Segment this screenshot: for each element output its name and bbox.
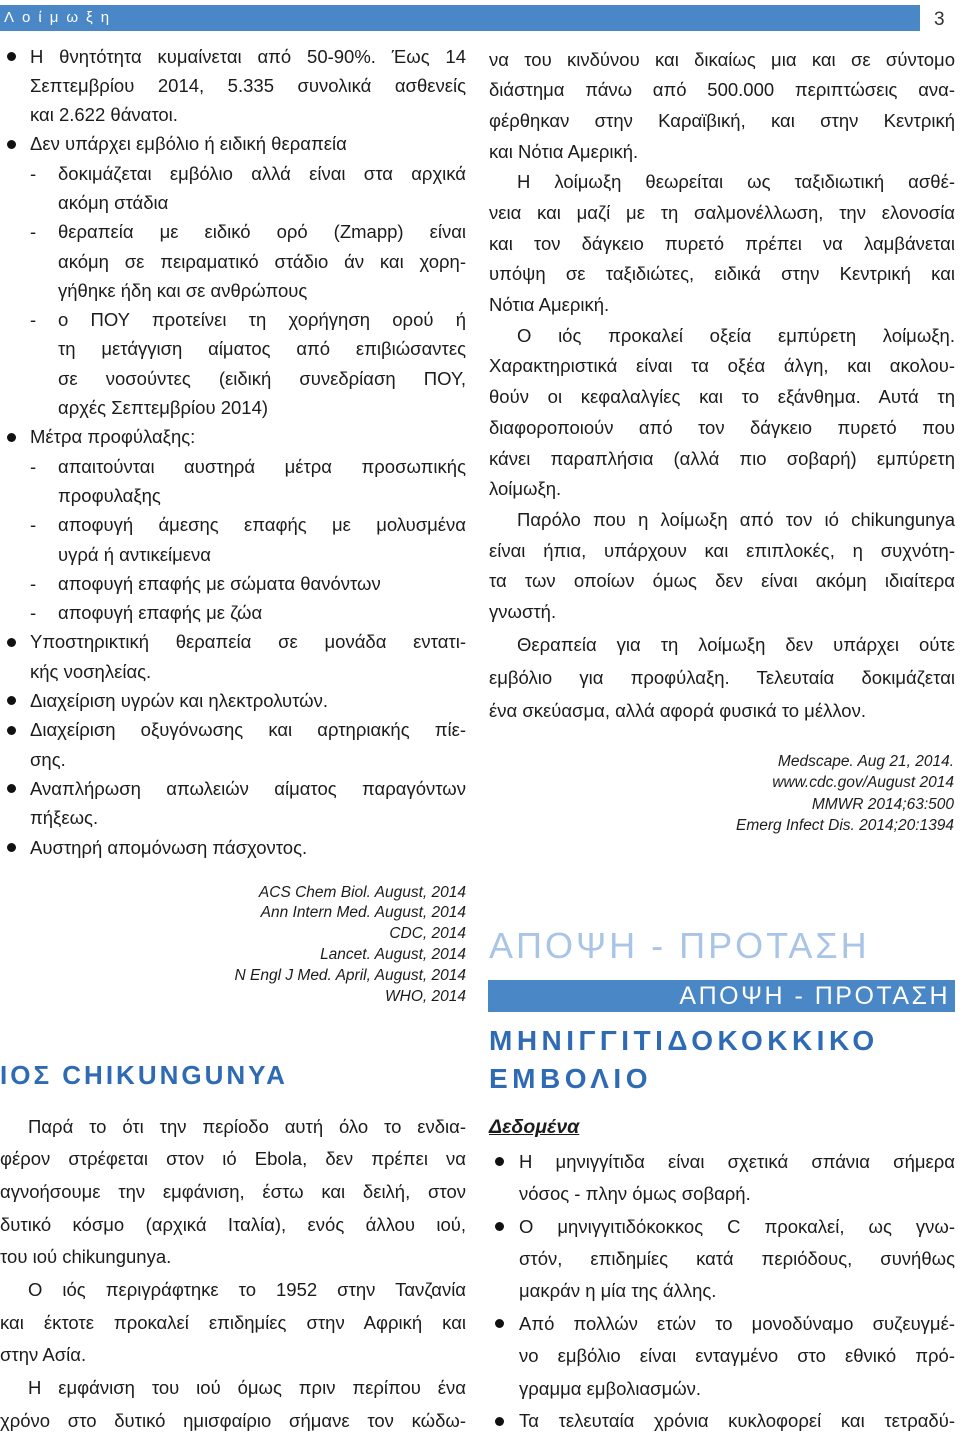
text-line: Μέτρα προφύλαξης: (30, 426, 196, 448)
text-line: υπόψη σε ταξιδιώτες, ειδικά στην Κεντρική και (489, 263, 955, 285)
bullet-text (519, 1146, 955, 1211)
text-line: ένα σκεύασμα, αλλά αφορά φυσικά το μέλλον. (489, 699, 866, 721)
text-line: Διαχείριση οξυγόνωσης και αρτηριακής πίε- (30, 719, 466, 741)
dash-marker: - (30, 514, 37, 536)
reference-line: WHO, 2014 (385, 987, 466, 1005)
bullet-text (30, 42, 466, 130)
text-line: Η λοίμωξη θεωρείται ως ταξιδιωτική ασθέ- (517, 171, 955, 193)
text-line: λοίμωξη. (489, 478, 562, 500)
text-line: Ο ιός περιγράφτηκε το 1952 στην Τανζανία (28, 1279, 466, 1301)
opinion-banner-title: ΑΠΟΨΗ - ΠΡΟΤΑΣΗ (489, 925, 870, 966)
text-line: σε νοσούντες (ειδική συνεδρίαση ΠΟΥ, (58, 367, 466, 389)
bullet-icon (495, 1319, 504, 1328)
bullet-icon (7, 638, 16, 647)
text-line: τη μετάγγιση αίματος από επιβιώσαντες (58, 338, 466, 360)
heading-line: ΕΜΒΟΛΙΟ (489, 1063, 652, 1094)
text-line: Δεν υπάρχει εμβόλιο ή ειδική θεραπεία (30, 133, 347, 155)
heading-line: ΜΗΝΙΓΓΙΤΙΔΟΚΟΚΚΙΚΟ (489, 1025, 879, 1056)
paragraph (0, 1111, 466, 1274)
opinion-bar (488, 980, 955, 1012)
dash-item (30, 598, 466, 627)
dash-item (30, 510, 466, 569)
bullet-item (0, 774, 466, 833)
text-line: Σεπτεμβρίου 2014, 5.335 συνολικά ασθενείς (30, 74, 466, 96)
paragraph-continuation (489, 45, 955, 168)
bullet-item (489, 1211, 955, 1308)
text-line: Ο ιός προκαλεί οξεία εμπύρετη λοίμωξη. (517, 324, 955, 346)
text-line: και Νότια Αμερική. (489, 140, 639, 162)
reference-line: ACS Chem Biol. August, 2014 (258, 883, 466, 901)
text-line: αγνοήσουμε την εμφάνιση, έστω και δειλή, στον (0, 1180, 466, 1202)
text-line: και έκτοτε προκαλεί επιδημίες στην Αφρική και (0, 1311, 466, 1333)
bullet-item (0, 42, 466, 130)
text-line: απαιτούνται αυστηρά μέτρα προσωπικής (58, 455, 466, 477)
paragraph (0, 1372, 466, 1437)
dash-marker: - (30, 602, 37, 624)
bullet-text (30, 833, 466, 862)
text-line: νόσος - πλην όμως σοβαρή. (519, 1183, 751, 1205)
text-line: υγρά ή αντικείμενα (58, 543, 211, 565)
section-title: Λοίμωξη (4, 9, 118, 26)
text-line: ακόμη σε πειραματικό στάδιο άν και χορη- (58, 250, 466, 272)
dash-marker: - (30, 309, 37, 331)
text-line: Διαχείριση υγρών και ηλεκτρολυτών. (30, 690, 329, 712)
text-line: στην Ασία. (0, 1344, 87, 1366)
reference-line: Medscape. Aug 21, 2014. (777, 753, 954, 770)
text-line: του ιού chikungunya. (0, 1246, 172, 1268)
text-line: μακράν η μία της άλλης. (519, 1280, 717, 1302)
paragraph (489, 628, 955, 727)
bullet-icon (7, 433, 16, 442)
bullet-text (30, 627, 466, 686)
dash-item (30, 217, 466, 305)
text-line: Παρόλο που η λοίμωξη από τον ιό chikungunya (517, 508, 955, 530)
text-line: κάνει παραπλήσια (αλλά πιο σοβαρή) εμπύρετη (489, 447, 955, 469)
text-line: Νότια Αμερική. (489, 294, 610, 316)
reference-line: CDC, 2014 (389, 925, 466, 943)
text-line: αρχές Σεπτεμβρίου 2014) (58, 397, 269, 419)
bullet-icon (495, 1222, 504, 1231)
text-line: νο εμβόλιο είναι ενταγμένο στο εθνικό πρό- (519, 1345, 955, 1367)
bullet-icon (7, 696, 16, 705)
text-line: και 2.622 θάνατοι. (30, 104, 178, 126)
bullet-text (519, 1405, 955, 1437)
bullet-item (489, 1308, 955, 1405)
article-body-right (489, 45, 955, 727)
bullet-text (519, 1211, 955, 1308)
text-line: δοκιμάζεται εμβόλιο αλλά είναι στα αρχικά (58, 162, 466, 184)
dash-marker: - (30, 572, 37, 594)
opinion-bar-label: ΑΠΟΨΗ - ΠΡΟΤΑΣΗ (679, 982, 950, 1010)
bullet-icon (495, 1417, 504, 1426)
text-line: προφυλαξης (58, 484, 161, 506)
text-line: αποφυγή άμεσης επαφής με μολυσμένα (58, 514, 466, 536)
reference-line: Lancet. August, 2014 (320, 945, 466, 963)
reference-line: Ann Intern Med. August, 2014 (260, 904, 466, 922)
text-line: Η θνητότητα κυμαίνεται από 50-90%. Έως 14 (30, 45, 466, 67)
meningococcal-facts-list (489, 1146, 955, 1438)
text-line: νεια και μαζί με τη σαλμονέλλωση, την ελονοσία (489, 202, 955, 224)
bullet-item (489, 1146, 955, 1211)
text-line: Χαρακτηριστικά είναι τα οξέα άλγη, και ακολου- (489, 355, 955, 377)
bullet-text (30, 129, 466, 422)
text-line: κής νοσηλείας. (30, 660, 152, 682)
bullet-item (489, 1405, 955, 1437)
vaccine-heading (489, 1022, 955, 1098)
bullet-item (0, 627, 466, 686)
text-line: γήθηκε ήδη και σε ανθρώπους (58, 279, 308, 301)
reference-line: MMWR 2014;63:500 (811, 795, 954, 813)
text-line: δυτικό κόσμο (αρχικά Ιταλία), ενός άλλου ιού, (0, 1213, 466, 1235)
reference-line: Emerg Infect Dis. 2014;20:1394 (736, 816, 954, 834)
article-title: ΙΟΣ CHIKUNGUNYA (0, 1060, 288, 1090)
section-header-bar (0, 5, 920, 31)
dash-marker: - (30, 162, 37, 184)
text-line: αποφυγή επαφής με σώματα θανόντων (58, 572, 381, 594)
page-number: 3 (934, 9, 945, 30)
bullet-text (519, 1308, 955, 1405)
text-line: είναι ήπια, υπάρχουν και επιπλοκές, η συχνότη- (489, 539, 955, 561)
text-line: ακόμη στάδια (58, 191, 169, 213)
bullet-item (0, 422, 466, 627)
text-line: να του κινδύνου και δικαίως μια και σε σύντομο (489, 48, 955, 70)
text-line: και τον δάγκειο πυρετό πρέπει να λαμβάνεται (489, 232, 955, 254)
text-line: θούν οι κεφαλαλγίες και το εξάνθημα. Αυτά τη (489, 386, 955, 408)
text-line: χρόνο στο δυτικό ημισφαίριο σήμανε τον κώδω- (0, 1409, 466, 1431)
text-line: Υποστηρικτική θεραπεία σε μονάδα εντατι- (30, 631, 466, 653)
paragraph (0, 1274, 466, 1372)
text-line: φέρθηκαν στην Καραϊβική, και στην Κεντρική (489, 109, 955, 131)
dash-marker: - (30, 455, 37, 477)
text-line: Αυστηρή απομόνωση πάσχοντος. (30, 836, 308, 858)
text-line: ο ΠΟΥ προτείνει τη χορήγηση ορού ή (58, 309, 466, 331)
dash-item (30, 305, 466, 422)
dash-marker: - (30, 221, 37, 243)
text-line: διάστημα πάνω από 500.000 περιπτώσεις ανα- (489, 79, 955, 101)
dash-item (30, 159, 466, 218)
text-line: φέρον στρέφεται στον ιό Ebola, δεν πρέπει να (0, 1148, 466, 1170)
paragraph (489, 321, 955, 505)
article-references (489, 751, 954, 836)
bullet-text (30, 715, 466, 774)
text-line: θεραπεία με ειδικό ορό (Zmapp) είναι (58, 221, 466, 243)
text-line: γραμμα εμβολιασμών. (519, 1377, 702, 1399)
ebola-references (0, 883, 466, 1008)
bullet-icon (495, 1157, 504, 1166)
bullet-icon (7, 726, 16, 735)
bullet-icon (7, 784, 16, 793)
bullet-icon (7, 140, 16, 149)
paragraph (489, 505, 955, 628)
bullet-item (0, 129, 466, 422)
text-line: τα των οποίων όμως δεν είναι ακόμη ιδιαίτερα (489, 570, 955, 592)
text-line: Ο μηνιγγιτιδόκοκκος C προκαλεί, ως γνω- (519, 1215, 955, 1237)
dash-item (30, 569, 466, 598)
text-line: Τα τελευταία χρόνια κυκλοφορεί και τετραδύ- (519, 1409, 955, 1431)
text-line: Από πολλών ετών το μονοδύναμο συζευγμέ- (519, 1312, 955, 1334)
reference-line: N Engl J Med. April, August, 2014 (234, 966, 466, 984)
article-body-left (0, 1111, 466, 1438)
bullet-text (30, 422, 466, 627)
bullet-text (30, 686, 466, 715)
bullet-item (0, 833, 466, 862)
dash-item (30, 452, 466, 511)
text-line: διαφοροποιούν από τον δάγκειο πυρετό που (489, 416, 955, 438)
text-line: Παρά το ότι την περίοδο αυτή όλο το ενδια- (28, 1115, 466, 1137)
bullet-item (0, 686, 466, 715)
bullet-icon (7, 843, 16, 852)
text-line: Η εμφάνιση του ιού όμως πριν περίπου ένα (28, 1377, 466, 1399)
bullet-item (0, 715, 466, 774)
data-subheading: Δεδομένα (489, 1116, 580, 1138)
paragraph (489, 167, 955, 320)
text-line: εμβόλιο για προφύλαξη. Τελευταία δοκιμάζεται (489, 666, 955, 688)
text-line: στόν, επιδημίες κατά περιόδους, συνήθως (519, 1247, 955, 1269)
text-line: Η μηνιγγίτιδα είναι σχετικά σπάνια σήμερα (519, 1150, 955, 1172)
text-line: Αναπλήρωση απωλειών αίματος παραγόντων (30, 777, 466, 799)
ebola-facts-list (0, 42, 466, 862)
text-line: Θεραπεία για τη λοίμωξη δεν υπάρχει ούτε (517, 633, 955, 655)
reference-line: www.cdc.gov/August 2014 (772, 774, 954, 792)
text-line: γνωστή. (489, 600, 557, 622)
bullet-icon (7, 52, 16, 61)
bullet-text (30, 774, 466, 833)
text-line: αποφυγή επαφής με ζώα (58, 602, 263, 624)
text-line: σης. (30, 748, 66, 770)
text-line: πήξεως. (30, 807, 99, 829)
